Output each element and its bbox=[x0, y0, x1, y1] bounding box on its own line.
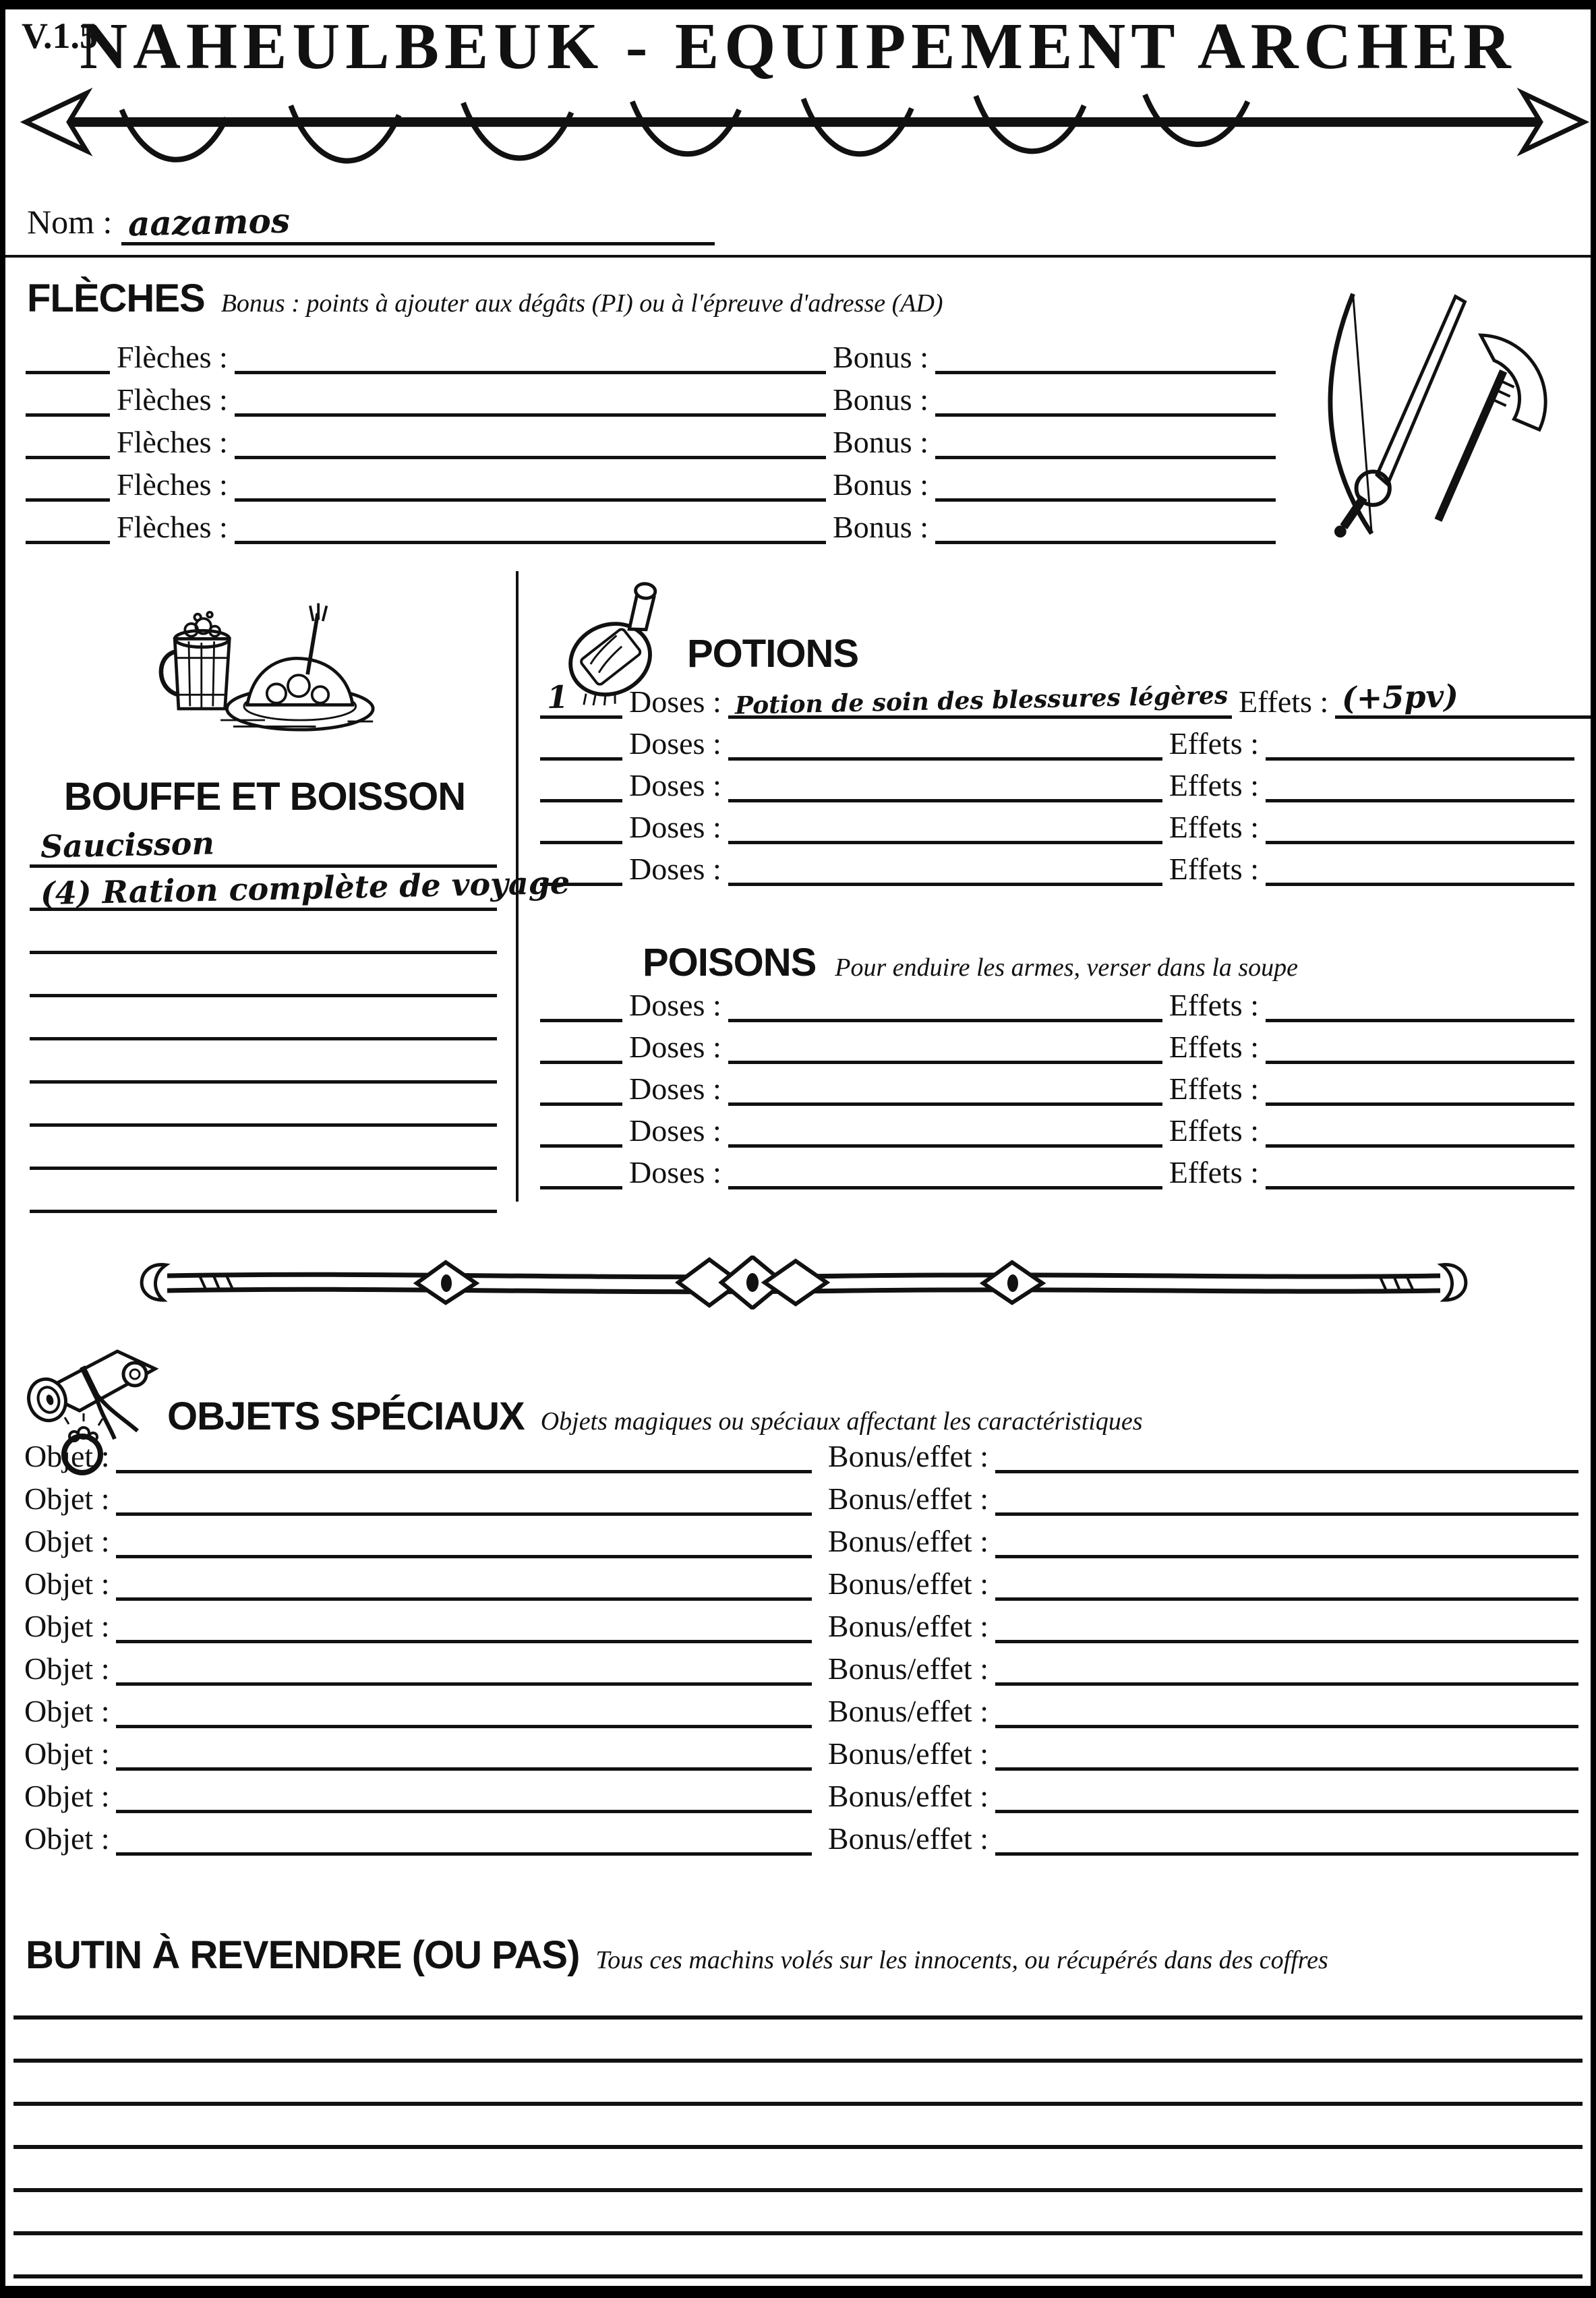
fleches-qty-input[interactable] bbox=[26, 453, 110, 459]
fleches-name-input[interactable] bbox=[235, 411, 826, 417]
fleches-bonus-input[interactable] bbox=[935, 538, 1276, 544]
potion-name-input[interactable] bbox=[728, 755, 1162, 761]
potion-effect-input[interactable]: (+5pv) bbox=[1335, 682, 1596, 719]
butin-line-input[interactable] bbox=[13, 1976, 1583, 2020]
objet-bonus-input[interactable] bbox=[995, 1595, 1578, 1601]
potion-name-input[interactable] bbox=[728, 796, 1162, 802]
butin-line-input[interactable] bbox=[13, 2063, 1583, 2106]
objet-bonus-input[interactable] bbox=[995, 1637, 1578, 1643]
butin-line-input[interactable] bbox=[13, 2192, 1583, 2235]
butin-line-input[interactable] bbox=[13, 2235, 1583, 2278]
bouffe-entry-input[interactable] bbox=[30, 1084, 497, 1127]
fleches-qty-input[interactable] bbox=[26, 538, 110, 544]
name-input[interactable] bbox=[121, 189, 715, 245]
potion-doses-qty-input[interactable] bbox=[540, 880, 622, 886]
objets-rows bbox=[18, 1431, 1578, 1856]
potion-row: Doses : Effets : bbox=[540, 802, 1574, 844]
bouffe-entry-input[interactable] bbox=[30, 1170, 497, 1213]
objet-row: Objet : Bonus/effet : bbox=[18, 1728, 1578, 1771]
butin-lines bbox=[13, 1976, 1583, 2278]
objet-name-input[interactable] bbox=[116, 1637, 811, 1643]
potion-row bbox=[540, 677, 1574, 719]
objet-row: Objet : Bonus/effet : bbox=[18, 1643, 1578, 1686]
objet-row: Objet : Bonus/effet : bbox=[18, 1601, 1578, 1643]
potion-row: Doses : Effets : bbox=[540, 844, 1574, 886]
middle-band bbox=[13, 571, 1583, 1202]
objet-name-input[interactable] bbox=[116, 1680, 811, 1686]
potion-effect-input[interactable] bbox=[1266, 796, 1574, 802]
fleches-subtitle: Bonus : points à ajouter aux dégâts (PI) ou à l'épreuve d'adresse (AD) bbox=[220, 289, 943, 318]
poison-doses-qty-input[interactable] bbox=[540, 1100, 622, 1106]
objet-name-input[interactable] bbox=[116, 1595, 811, 1601]
fleches-name-input[interactable] bbox=[235, 453, 826, 459]
butin-line-input[interactable] bbox=[13, 2149, 1583, 2192]
bouffe-entry-input[interactable]: (4) Ration complète de voyage bbox=[30, 868, 497, 911]
section-bouffe bbox=[13, 571, 570, 1202]
objets-title: OBJETS SPÉCIAUX bbox=[167, 1394, 525, 1438]
poison-doses-qty-input[interactable] bbox=[540, 1058, 622, 1064]
potion-name-input[interactable] bbox=[728, 838, 1162, 844]
butin-title: BUTIN À REVENDRE (OU PAS) bbox=[26, 1933, 580, 1977]
objet-name-input[interactable] bbox=[116, 1467, 811, 1473]
fleches-qty-input[interactable] bbox=[26, 368, 110, 374]
objet-bonus-input[interactable] bbox=[995, 1807, 1578, 1813]
butin-subtitle: Tous ces machins volés sur les innocents, ou récupérés dans des coffres bbox=[595, 1946, 1328, 1974]
section-objets-speciaux bbox=[13, 1322, 1583, 1861]
poison-row: Doses : Effets : bbox=[540, 980, 1574, 1022]
objet-name-input[interactable] bbox=[116, 1807, 811, 1813]
bouffe-entry-input[interactable] bbox=[30, 1040, 497, 1084]
page-bottom-border bbox=[5, 2286, 1591, 2298]
potion-doses-qty-input[interactable] bbox=[540, 838, 622, 844]
poison-name-input[interactable] bbox=[728, 1142, 1162, 1148]
objet-row: Objet : Bonus/effet : bbox=[18, 1813, 1578, 1856]
poison-effect-input[interactable] bbox=[1266, 1058, 1574, 1064]
potion-name-input[interactable] bbox=[728, 880, 1162, 886]
poison-doses-qty-input[interactable] bbox=[540, 1142, 622, 1148]
name-label: Nom : bbox=[27, 203, 113, 241]
poison-row: Doses : Effets : bbox=[540, 1106, 1574, 1148]
fleches-bonus-input[interactable] bbox=[935, 411, 1276, 417]
fleches-row: Flèches : Bonus : bbox=[26, 459, 1276, 502]
potion-doses-qty-input[interactable] bbox=[540, 796, 622, 802]
bouffe-entry-input[interactable] bbox=[30, 954, 497, 997]
potion-effect-input[interactable] bbox=[1266, 755, 1574, 761]
poison-doses-qty-input[interactable] bbox=[540, 1016, 622, 1022]
page-top-border bbox=[5, 0, 1591, 9]
fleches-name-input[interactable] bbox=[235, 496, 826, 502]
objet-name-input[interactable] bbox=[116, 1850, 811, 1856]
poison-effect-input[interactable] bbox=[1266, 1100, 1574, 1106]
fleches-row: Flèches : Bonus : bbox=[26, 374, 1276, 417]
objet-bonus-input[interactable] bbox=[995, 1510, 1578, 1516]
objet-row bbox=[18, 1431, 1578, 1473]
crossed-bow-sword-axe-icon bbox=[1305, 286, 1568, 546]
objets-subtitle: Objets magiques ou spéciaux affectant les caractéristiques bbox=[540, 1407, 1143, 1436]
objet-name-input[interactable] bbox=[116, 1510, 811, 1516]
poison-doses-qty-input[interactable] bbox=[540, 1183, 622, 1189]
potion-doses-qty-input[interactable]: 1 bbox=[540, 682, 622, 719]
spear-ribbon-divider-icon bbox=[20, 82, 1589, 165]
header-rule bbox=[5, 255, 1591, 258]
objet-row: Objet : Bonus/effet : bbox=[18, 1771, 1578, 1813]
objet-row: Objet : Bonus/effet : bbox=[18, 1558, 1578, 1601]
poison-name-input[interactable] bbox=[728, 1100, 1162, 1106]
poison-effect-input[interactable] bbox=[1266, 1142, 1574, 1148]
version-label: V.1.5 bbox=[22, 16, 98, 56]
bouffe-entry-input[interactable] bbox=[30, 997, 497, 1040]
butin-line-input[interactable] bbox=[13, 2020, 1583, 2063]
poison-effect-input[interactable] bbox=[1266, 1016, 1574, 1022]
objet-label: Objet : bbox=[24, 1439, 110, 1473]
potion-row: Doses : Effets : bbox=[540, 719, 1574, 761]
fleches-row bbox=[26, 332, 1276, 374]
objet-row: Objet : Bonus/effet : bbox=[18, 1473, 1578, 1516]
potions-rows bbox=[540, 677, 1574, 886]
objet-bonus-input[interactable] bbox=[995, 1850, 1578, 1856]
fleches-row: Flèches : Bonus : bbox=[26, 417, 1276, 459]
poison-effect-input[interactable] bbox=[1266, 1183, 1574, 1189]
bonus-effet-label: Bonus/effet : bbox=[827, 1439, 988, 1473]
poisons-subtitle: Pour enduire les armes, verser dans la soupe bbox=[835, 953, 1299, 982]
poisons-title: POISONS bbox=[643, 941, 817, 984]
section-fleches bbox=[13, 276, 1583, 562]
fleches-bonus-input[interactable] bbox=[935, 496, 1276, 502]
potion-doses-qty-input[interactable] bbox=[540, 755, 622, 761]
bouffe-entry-input[interactable]: Saucisson bbox=[30, 825, 497, 868]
fleches-qty-input[interactable] bbox=[26, 496, 110, 502]
name-value: aazamos bbox=[127, 200, 291, 244]
poisons-rows bbox=[540, 980, 1574, 1189]
section-potions-poisons bbox=[519, 571, 1583, 1202]
bouffe-entry-input[interactable] bbox=[30, 1127, 497, 1170]
objet-name-input[interactable] bbox=[116, 1765, 811, 1771]
fleches-title: FLÈCHES bbox=[27, 276, 205, 320]
poison-row: Doses : Effets : bbox=[540, 1022, 1574, 1064]
page-title: NAHEULBEUK - EQUIPEMENT ARCHER bbox=[80, 10, 1516, 83]
fleches-name-input[interactable] bbox=[235, 538, 826, 544]
objet-bonus-input[interactable] bbox=[995, 1765, 1578, 1771]
bouffe-title: BOUFFE ET BOISSON bbox=[63, 775, 466, 819]
potion-row: Doses : Effets : bbox=[540, 761, 1574, 802]
potion-effect-input[interactable] bbox=[1266, 880, 1574, 886]
objet-name-input[interactable] bbox=[116, 1722, 811, 1728]
section-butin bbox=[13, 1933, 1583, 2278]
objet-row: Objet : Bonus/effet : bbox=[18, 1516, 1578, 1558]
effets-label: Effets : bbox=[1238, 684, 1329, 719]
poison-name-input[interactable] bbox=[728, 1183, 1162, 1189]
potion-effect-input[interactable] bbox=[1266, 838, 1574, 844]
objet-bonus-input[interactable] bbox=[995, 1467, 1578, 1473]
poison-name-input[interactable] bbox=[728, 1058, 1162, 1064]
objet-name-input[interactable] bbox=[116, 1552, 811, 1558]
mug-and-plate-icon bbox=[144, 599, 386, 742]
potion-name-input[interactable]: Potion de soin des blessures légères bbox=[728, 688, 1232, 719]
fleches-name-input[interactable] bbox=[235, 368, 826, 374]
objet-bonus-input[interactable] bbox=[995, 1722, 1578, 1728]
sheet-header bbox=[13, 9, 1583, 255]
poison-row: Doses : Effets : bbox=[540, 1148, 1574, 1189]
fleches-row-label: Flèches : bbox=[117, 340, 228, 374]
objet-bonus-input[interactable] bbox=[995, 1552, 1578, 1558]
wizard-staff-divider-icon bbox=[125, 1256, 1481, 1309]
fleches-bonus-input[interactable] bbox=[935, 453, 1276, 459]
butin-line-input[interactable] bbox=[13, 2106, 1583, 2149]
fleches-bonus-label: Bonus : bbox=[833, 340, 928, 374]
objet-row: Objet : Bonus/effet : bbox=[18, 1686, 1578, 1728]
fleches-row: Flèches : Bonus : bbox=[26, 502, 1276, 544]
objet-bonus-input[interactable] bbox=[995, 1680, 1578, 1686]
fleches-qty-input[interactable] bbox=[26, 411, 110, 417]
doses-label: Doses : bbox=[629, 684, 721, 719]
fleches-bonus-input[interactable] bbox=[935, 368, 1276, 374]
poison-row: Doses : Effets : bbox=[540, 1064, 1574, 1106]
poison-name-input[interactable] bbox=[728, 1016, 1162, 1022]
bouffe-entry-input[interactable] bbox=[30, 911, 497, 954]
potions-title: POTIONS bbox=[687, 632, 859, 676]
